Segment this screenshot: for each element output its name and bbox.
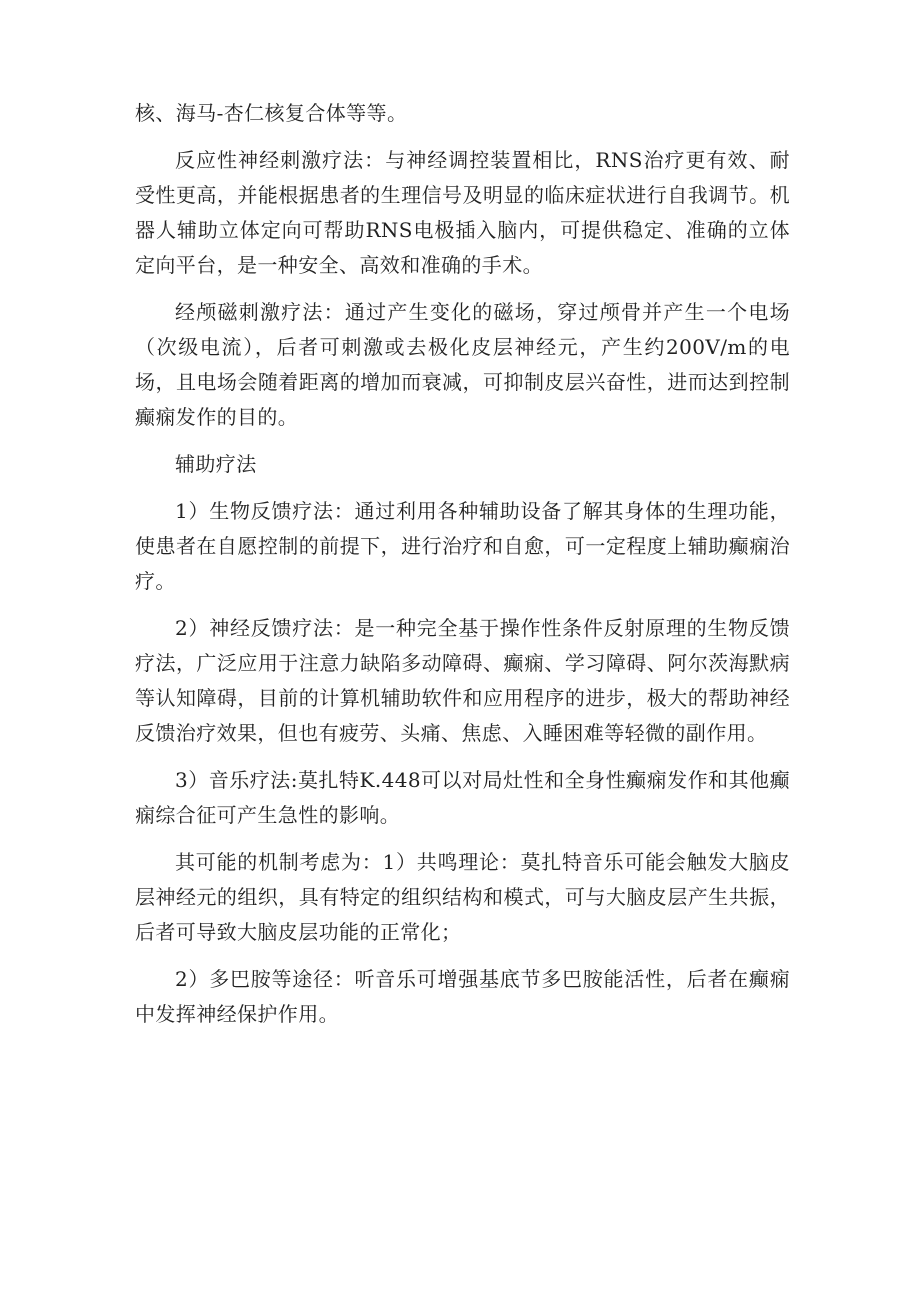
paragraph-continuation: 核、海马-杏仁核复合体等等。	[135, 101, 408, 125]
section-heading-adjunct-therapy: 辅助疗法	[175, 452, 257, 476]
paragraph-biofeedback: 1）生物反馈疗法：通过利用各种辅助设备了解其身体的生理功能，使患者在自愿控制的前提下，进行治疗和自愈，可一定程度上辅助癫痫治疗。	[135, 499, 790, 593]
paragraph-mechanism-dopamine: 2）多巴胺等途径：听音乐可增强基底节多巴胺能活性，后者在癫痫中发挥神经保护作用。	[135, 967, 790, 1026]
paragraph-tms-therapy: 经颅磁刺激疗法：通过产生变化的磁场，穿过颅骨并产生一个电场（次级电流），后者可刺激或去极化皮层神经元，产生约200V/m的电场，且电场会随着距离的增加而衰减，可抑制皮层兴奋性，进而达到控制癫痫发作的目的。	[135, 300, 790, 429]
paragraph-neurofeedback: 2）神经反馈疗法：是一种完全基于操作性条件反射原理的生物反馈疗法，广泛应用于注意力缺陷多动障碍、癫痫、学习障碍、阿尔茨海默病等认知障碍，目前的计算机辅助软件和应用程序的进步，极大的帮助神经反馈治疗效果，但也有疲劳、头痛、焦虑、入睡困难等轻微的副作用。	[135, 616, 790, 745]
paragraph-music-therapy: 3）音乐疗法:莫扎特K.448可以对局灶性和全身性癫痫发作和其他癫痫综合征可产生急性的影响。	[135, 768, 790, 827]
body-text	[135, 96, 790, 1044]
paragraph-mechanism-resonance: 其可能的机制考虑为：1）共鸣理论：莫扎特音乐可能会触发大脑皮层神经元的组织，具有特定的组织结构和模式，可与大脑皮层产生共振，后者可导致大脑皮层功能的正常化；	[135, 850, 790, 944]
paragraph-rns-therapy: 反应性神经刺激疗法：与神经调控装置相比，RNS治疗更有效、耐受性更高，并能根据患者的生理信号及明显的临床症状进行自我调节。机器人辅助立体定向可帮助RNS电极插入脑内，可提供稳定、准确的立体定向平台，是一种安全、高效和准确的手术。	[135, 148, 790, 277]
